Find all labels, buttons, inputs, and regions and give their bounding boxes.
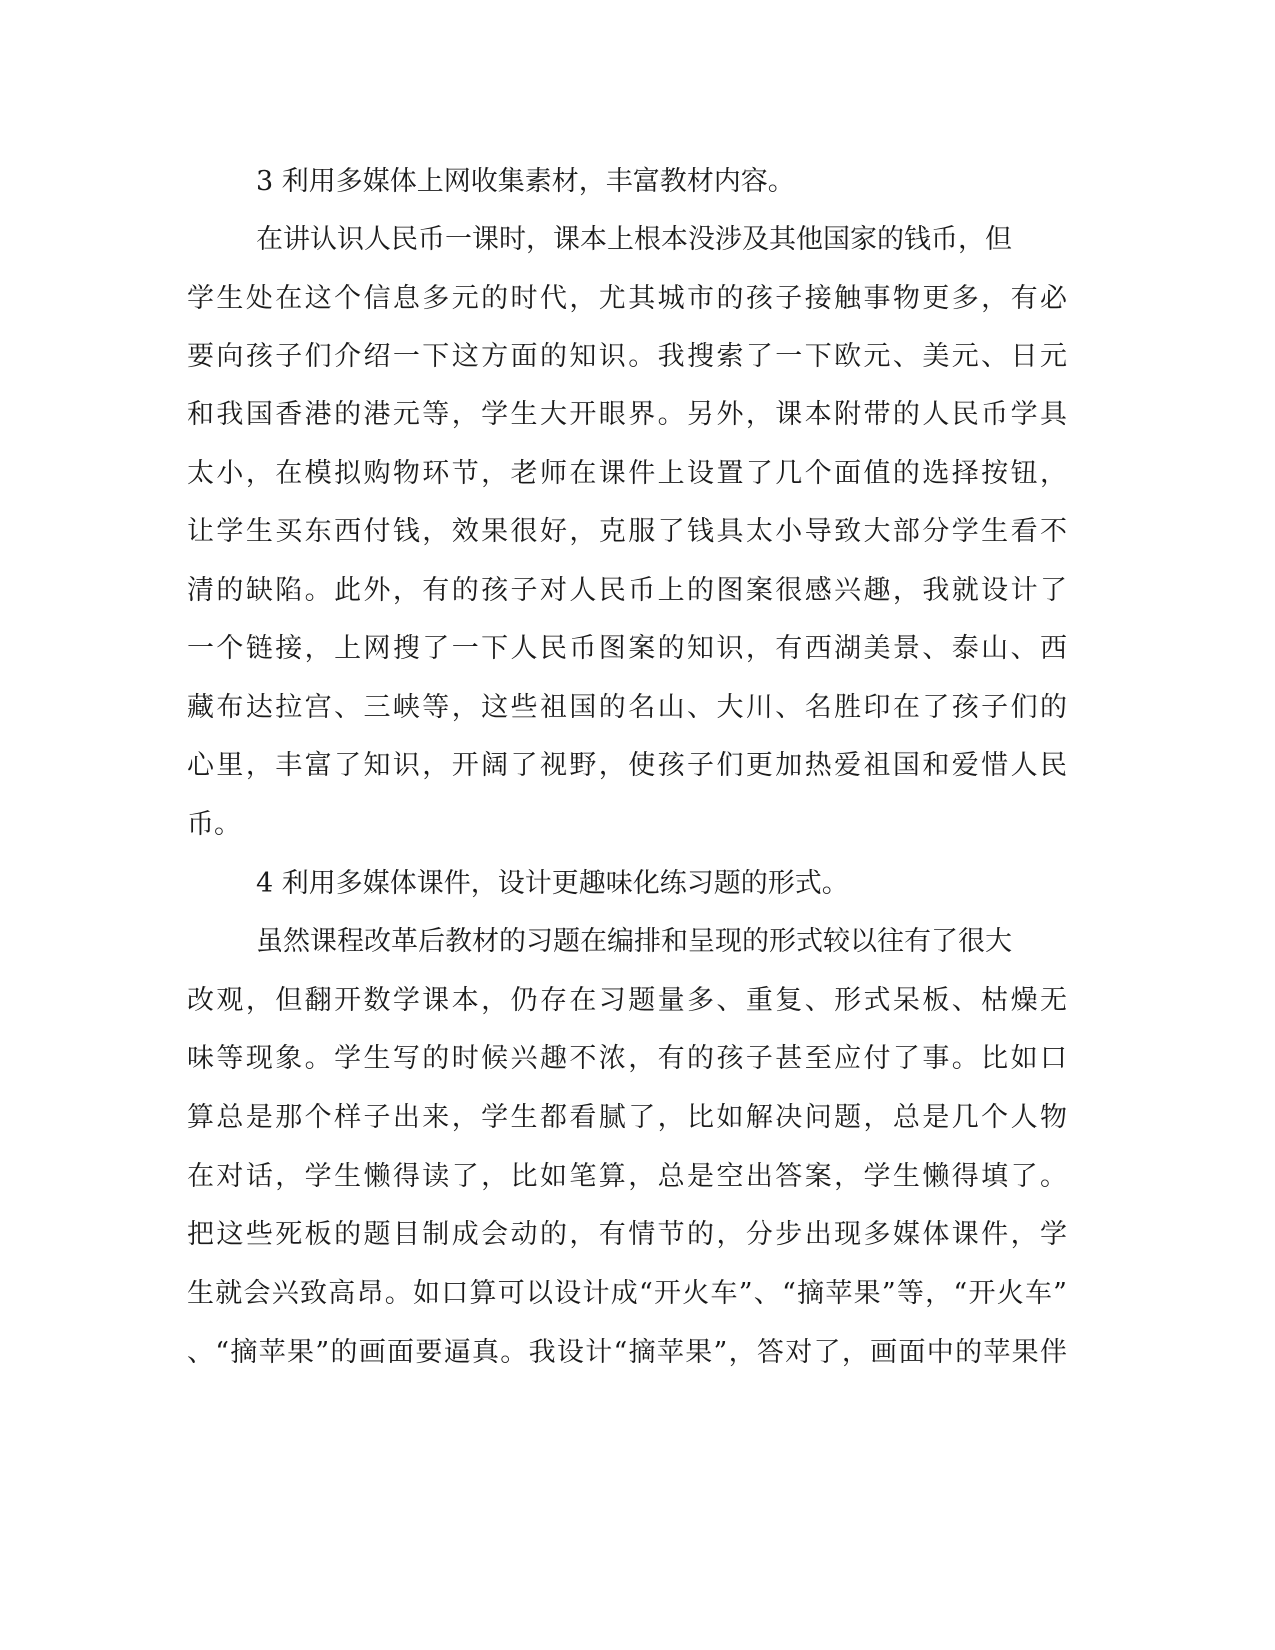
heading-3: 3 利用多媒体上网收集素材，丰富教材内容。 <box>256 166 795 197</box>
paragraph-line: 要向孩子们介绍一下这方面的知识。我搜索了一下欧元、美元、日元 <box>187 341 1067 372</box>
paragraph-line: 清的缺陷。此外，有的孩子对人民币上的图案很感兴趣，我就设计了 <box>187 575 1067 606</box>
paragraph-line: 把这些死板的题目制成会动的，有情节的，分步出现多媒体课件，学 <box>187 1219 1067 1250</box>
paragraph-line: 心里，丰富了知识，开阔了视野，使孩子们更加热爱祖国和爱惜人民 <box>187 750 1067 781</box>
paragraph-line: 改观，但翻开数学课本，仍存在习题量多、重复、形式呆板、枯燥无 <box>187 985 1067 1016</box>
paragraph-line: 学生处在这个信息多元的时代，尤其城市的孩子接触事物更多，有必 <box>187 283 1067 314</box>
paragraph-line: 生就会兴致高昂。如口算可以设计成“开火车”、“摘苹果”等，“开火车” <box>187 1278 1067 1309</box>
paragraph-line: 币。 <box>187 809 241 840</box>
paragraph-line: 味等现象。学生写的时候兴趣不浓，有的孩子甚至应付了事。比如口 <box>187 1043 1067 1074</box>
paragraph-line: 算总是那个样子出来，学生都看腻了，比如解决问题，总是几个人物 <box>187 1102 1067 1133</box>
paragraph-line: 和我国香港的港元等，学生大开眼界。另外，课本附带的人民币学具 <box>187 399 1067 430</box>
paragraph-line: 虽然课程改革后教材的习题在编排和呈现的形式较以往有了很大 <box>256 926 1012 957</box>
paragraph-line: 、“摘苹果”的画面要逼真。我设计“摘苹果”，答对了，画面中的苹果伴 <box>187 1337 1067 1368</box>
paragraph-line: 一个链接，上网搜了一下人民币图案的知识，有西湖美景、泰山、西 <box>187 633 1067 664</box>
paragraph-line: 在对话，学生懒得读了，比如笔算，总是空出答案，学生懒得填了。 <box>187 1161 1067 1192</box>
paragraph-line: 藏布达拉宫、三峡等，这些祖国的名山、大川、名胜印在了孩子们的 <box>187 692 1067 723</box>
heading-4: 4 利用多媒体课件，设计更趣味化练习题的形式。 <box>256 868 849 899</box>
paragraph-line: 太小，在模拟购物环节，老师在课件上设置了几个面值的选择按钮， <box>187 458 1067 489</box>
paragraph-line: 在讲认识人民币一课时，课本上根本没涉及其他国家的钱币，但 <box>256 224 1012 255</box>
paragraph-line: 让学生买东西付钱，效果很好，克服了钱具太小导致大部分学生看不 <box>187 516 1067 547</box>
